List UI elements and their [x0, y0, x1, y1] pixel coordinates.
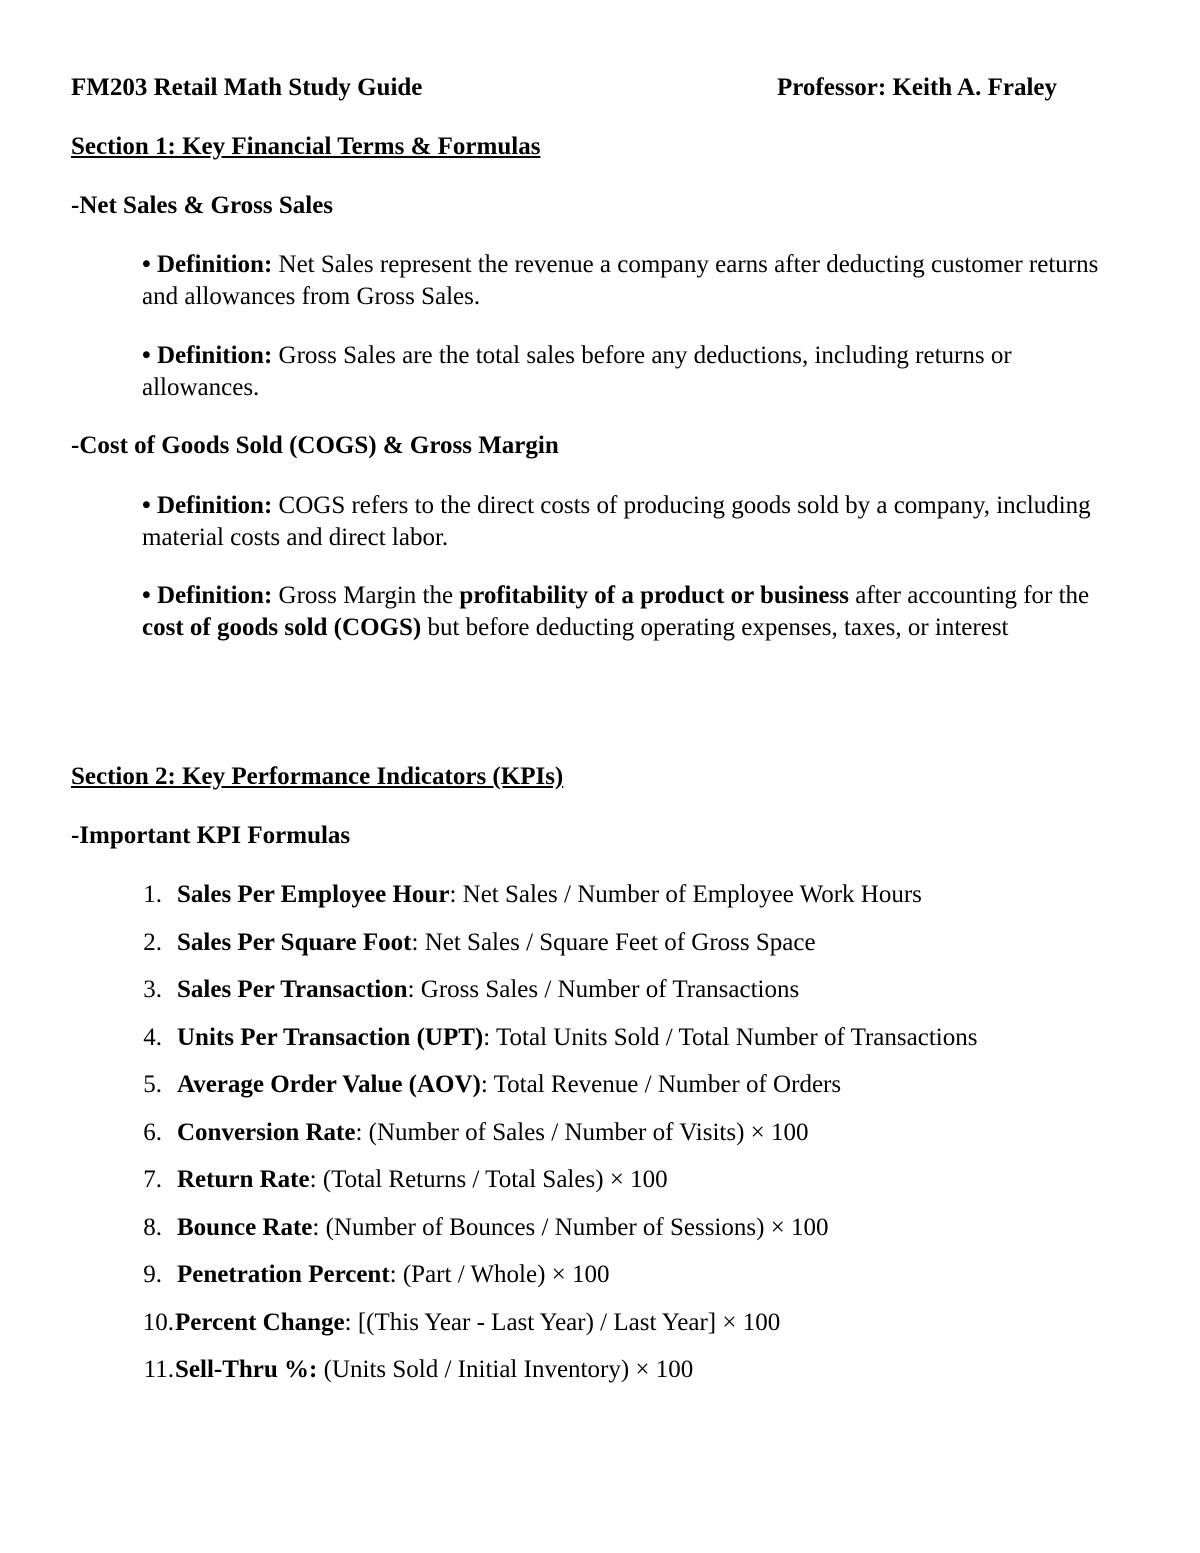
- kpi-term: Bounce Rate: [177, 1213, 313, 1241]
- kpi-entry: [177, 1164, 668, 1196]
- kpi-entry: [177, 1022, 977, 1054]
- definition-gross-margin: [142, 580, 1117, 644]
- kpi-entry: [175, 1307, 780, 1339]
- definition-text: Gross Sales are the total sales before any deductions, including returns or allowances.: [142, 342, 1012, 401]
- kpi-term: Sales Per Transaction: [177, 976, 408, 1003]
- list-item: [71, 1354, 1121, 1402]
- kpi-term: Sales Per Square Foot: [177, 928, 412, 956]
- kpi-separator: :: [389, 1261, 397, 1288]
- kpi-formula: (Part / Whole) × 100: [396, 1261, 610, 1288]
- kpi-separator: :: [355, 1118, 363, 1146]
- list-item: [71, 1022, 1121, 1070]
- definition-text: Gross Margin the: [272, 582, 460, 609]
- professor-name: Professor: Keith A. Fraley: [777, 74, 1058, 101]
- kpi-term: Units Per Transaction (UPT): [177, 1023, 484, 1051]
- list-item: [71, 1259, 1121, 1307]
- list-item: [71, 1212, 1121, 1260]
- kpi-formula: [(This Year - Last Year) / Last Year] × 100: [351, 1308, 781, 1336]
- list-item: [71, 974, 1121, 1022]
- list-number: 10.: [142, 1308, 174, 1336]
- document-title: FM203 Retail Math Study Guide: [71, 74, 423, 101]
- kpi-entry: [177, 1117, 809, 1149]
- kpi-formula: (Number of Bounces / Number of Sessions) × 100: [319, 1213, 829, 1241]
- list-item: [71, 1069, 1121, 1117]
- list-item: [71, 1117, 1121, 1165]
- kpi-separator: :: [309, 1166, 317, 1193]
- kpi-formula: (Number of Sales / Number of Visits) × 100: [362, 1118, 809, 1146]
- definition-text: COGS refers to the direct costs of producing goods sold by a company, including material costs and direct labor.: [142, 492, 1091, 551]
- kpi-formula: Total Revenue / Number of Orders: [487, 1071, 842, 1098]
- list-number: 8.: [143, 1213, 162, 1241]
- kpi-separator: :: [480, 1071, 488, 1098]
- list-number: 11.: [143, 1356, 174, 1383]
- list-item: [71, 1307, 1121, 1355]
- kpi-formula: Total Units Sold / Total Number of Transactions: [490, 1023, 978, 1051]
- kpi-separator: :: [483, 1023, 491, 1051]
- kpi-formula: Net Sales / Square Feet of Gross Space: [418, 928, 816, 956]
- definition-emphasis: profitability of a product or business: [459, 582, 849, 609]
- kpi-separator: :: [344, 1308, 352, 1336]
- kpi-entry: [177, 879, 922, 911]
- kpi-term: Percent Change: [175, 1308, 345, 1336]
- definition-gross-sales: [142, 340, 1117, 404]
- list-number: 2.: [143, 928, 162, 956]
- definition-label: • Definition:: [142, 251, 273, 278]
- kpi-separator: :: [411, 928, 419, 956]
- list-item: [71, 879, 1121, 927]
- list-number: 9.: [143, 1261, 162, 1288]
- list-number: 4.: [143, 1023, 162, 1051]
- kpi-formula: Gross Sales / Number of Transactions: [414, 976, 800, 1003]
- kpi-separator: :: [449, 881, 457, 908]
- kpi-entry: [177, 974, 799, 1006]
- kpi-entry: [175, 1354, 693, 1386]
- section-2-heading: Section 2: Key Performance Indicators (KPIs): [71, 763, 564, 790]
- kpi-entry: [177, 1212, 829, 1244]
- kpi-entry: [177, 1259, 610, 1291]
- kpi-formula: (Total Returns / Total Sales) × 100: [316, 1166, 668, 1193]
- kpi-term: Return Rate: [177, 1166, 310, 1193]
- definition-text: after accounting for the: [848, 582, 1090, 609]
- kpi-entry: [177, 1069, 841, 1101]
- list-number: 5.: [143, 1071, 162, 1098]
- kpi-separator: :: [407, 976, 415, 1003]
- subheading-cogs-gross-margin: -Cost of Goods Sold (COGS) & Gross Margin: [71, 432, 559, 459]
- list-number: 1.: [143, 881, 162, 908]
- definition-net-sales: [142, 249, 1117, 313]
- kpi-separator: :: [312, 1213, 320, 1241]
- document-header: [71, 72, 1091, 106]
- subheading-net-gross-sales: -Net Sales & Gross Sales: [71, 192, 334, 219]
- list-item: [71, 927, 1121, 975]
- definition-cogs: [142, 490, 1117, 554]
- kpi-term: Sales Per Employee Hour: [177, 881, 450, 908]
- subheading-kpi-formulas: -Important KPI Formulas: [71, 822, 351, 849]
- definition-label: • Definition:: [142, 582, 273, 609]
- definition-emphasis: cost of goods sold (COGS): [142, 614, 422, 641]
- kpi-formula: (Units Sold / Initial Inventory) × 100: [317, 1356, 694, 1383]
- definition-label: • Definition:: [142, 492, 273, 519]
- kpi-list: [71, 879, 1121, 1402]
- kpi-term: Sell-Thru %:: [175, 1356, 318, 1383]
- list-number: 3.: [143, 976, 162, 1003]
- kpi-term: Conversion Rate: [177, 1118, 356, 1146]
- definition-text: Net Sales represent the revenue a company earns after deducting customer returns and allowances from Gross Sales.: [142, 251, 1099, 310]
- kpi-term: Average Order Value (AOV): [177, 1071, 481, 1098]
- kpi-entry: [177, 927, 816, 959]
- definition-label: • Definition:: [142, 342, 273, 369]
- section-1-heading: Section 1: Key Financial Terms & Formulas: [71, 133, 541, 160]
- list-item: [71, 1164, 1121, 1212]
- kpi-term: Penetration Percent: [177, 1261, 390, 1288]
- list-number: 6.: [143, 1118, 162, 1146]
- list-number: 7.: [143, 1166, 162, 1193]
- kpi-formula: Net Sales / Number of Employee Work Hours: [456, 881, 922, 908]
- definition-text: but before deducting operating expenses, taxes, or interest: [421, 614, 1009, 641]
